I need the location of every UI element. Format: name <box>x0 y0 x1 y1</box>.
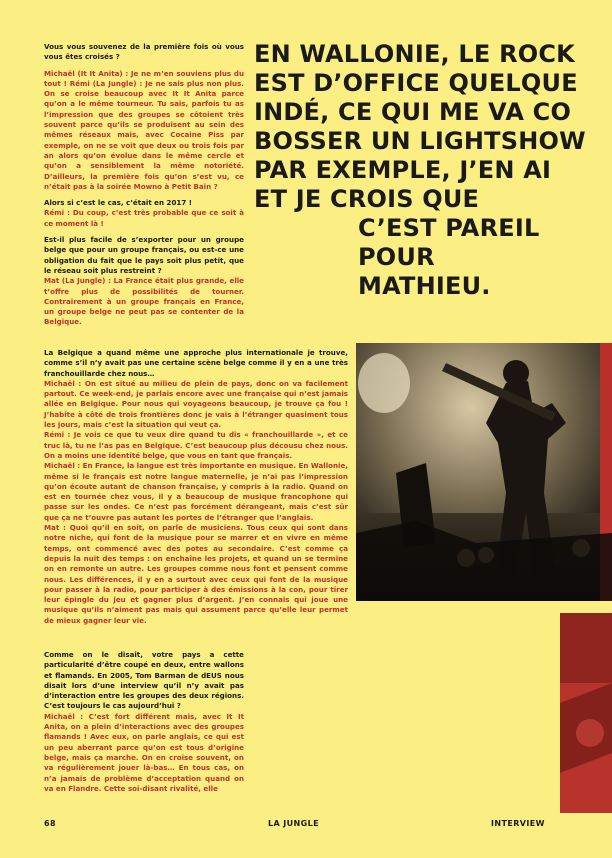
answer-paragraph: Rémi : Je vois ce que tu veux dire quand tu dis « franchouillarde », et ce truc là, tu ne l’as pas en Belgique. C’est beaucoup plus décousu chez nous. On a moins une identité belge, que vous en tant que français. <box>44 430 348 460</box>
answer-paragraph: Mat : Quoi qu’il en soit, on parle de musiciens. Tous ceux qui sont dans notre niche, qui font de la musique pour se marrer et en vivre en même temps, ont commencé avec des potes au secondaire. C’est comme ça depuis la nuit des temps : on enchaîne les projets, et quand un se termine on en remonte un autre. Les groupes comme nous font et pensent comme nous. Les différences, il y en a surtout avec ceux qui font de la musique pour passer à la radio, pour participer à des émissions à la con, pour tirer leur épingle du jeu et gagner plus d’argent. J’en connais qui joue une musique qu’ils n’aiment pas mais qui assument parce qu’elle leur permet de mieux gagner leur vie. <box>44 523 348 625</box>
text-column-left <box>44 42 244 334</box>
section-name: INTERVIEW <box>491 819 545 828</box>
answer-paragraph: Michaël : C’est fort différent mais, avec It It Anita, on a plein d’interactions avec des groupes flamands ! Avec eux, on parle anglais, ce qui est un peu aberrant parce qu’on est tous d’origine belge, mais ça marche. On en croise souvent, on va régulièrement jouer là-bas… En tous cas, on n’a jamais de problème d’acceptation quand on va en Flandre. Cette soi-disant rivalité, elle <box>44 711 244 793</box>
red-tinted-photo <box>560 613 612 813</box>
pull-quote-line: INDÉ, CE QUI ME VA CO <box>254 98 572 126</box>
pull-quote-line: BOSSER UN LIGHTSHOW <box>254 127 586 155</box>
pull-quote-line: MATHIEU. <box>358 272 491 300</box>
magazine-name: LA JUNGLE <box>268 819 319 828</box>
answer-paragraph: Michaël : On est situé au milieu de plein de pays, donc on va facilement partout. Ce week-end, je parlais encore avec une française qui n’est jamais allée en Belgique. Pour nous qui voyageons beaucoup, je trouve ça fou ! J’habite à côté de trois frontières donc je vais à l’étranger quasiment tous les jours, mais c’est la situation qui veut ça. <box>44 378 348 430</box>
pull-quote-line: C’EST PAREIL <box>358 214 540 242</box>
concert-photo <box>356 343 612 601</box>
text-column-lower <box>44 650 244 800</box>
answer-paragraph: Michaël (It It Anita) : Je ne m’en souviens plus du tout ! Rémi (La Jungle) : Je ne sais plus non plus. On se croise beaucoup avec It It Anita parce qu’on a le même tourneur. Tu sais, parfois tu as l’impression que des groupes se côtoient très souvent parce qu’ils se produisent au sein des mêmes réseaux mais, avec Cocaine Piss par exemple, on ne se voit que deux ou trois fois par an alors qu’on évolue dans le même cercle et qu’on a sensiblement la même notoriété. D’ailleurs, la première fois qu’on s’est vu, ce n’était pas à la soirée Mowno à Petit Bain ? <box>44 68 244 191</box>
question-paragraph: La Belgique a quand même une approche plus internationale je trouve, comme s’il n’y avait pas une certaine scène belge comme il y en a une très franchouillarde chez nous… <box>44 348 348 378</box>
question-paragraph: Alors si c’est le cas, c’était en 2017 ! <box>44 198 192 208</box>
question-paragraph: Vous vous souvenez de la première fois où vous vous êtes croisés ? <box>44 42 244 62</box>
question-paragraph: Est-il plus facile de s’exporter pour un groupe belge que pour un groupe français, ou est-ce une obligation du fait que le pays soit plus petit, que le réseau soit plus restreint ? <box>44 235 244 275</box>
answer-paragraph: Michaël : En France, la langue est très importante en musique. En Wallonie, même si le français est notre langue maternelle, je n’ai pas l’impression qu’on écoute autant de chanson française, y compris à la radio. Quand on est en tournée chez vous, il y a beaucoup de musique francophone qui passe sur les ondes. Ce n’est pas forcément dérangeant, mais c’est sûr que ça ne t’ouvre pas autant les portes de l’étranger que l’anglais. <box>44 461 348 522</box>
question-paragraph: Comme on le disait, votre pays a cette particularité d’être coupé en deux, entre wallons et flamands. En 2005, Tom Barman de dEUS nous disait lors d’une interview qu’il n’y avait pas d’interaction entre les groupes des deux régions. C’est toujours le cas aujourd’hui ? <box>44 650 244 711</box>
pull-quote-line: EST D’OFFICE QUELQUE <box>254 69 578 97</box>
text-column-middle <box>44 348 348 632</box>
pull-quote-line: PAR EXEMPLE, J’EN AI <box>254 156 552 184</box>
answer-paragraph: Rémi : Du coup, c’est très probable que ce soit à ce moment là ! <box>44 208 244 228</box>
pull-quote-line: EN WALLONIE, LE ROCK <box>254 40 575 68</box>
page-number: 68 <box>44 819 56 828</box>
pull-quote-line: ET JE CROIS QUE <box>254 185 480 213</box>
pull-quote-line: POUR <box>358 243 435 271</box>
answer-paragraph: Mat (La Jungle) : La France était plus grande, elle t’offre plus de possibilités de tourner. Contrairement à un groupe français en France, un groupe belge ne peut pas se contenter de la Belgique. <box>44 276 244 327</box>
pull-quote <box>254 40 612 301</box>
